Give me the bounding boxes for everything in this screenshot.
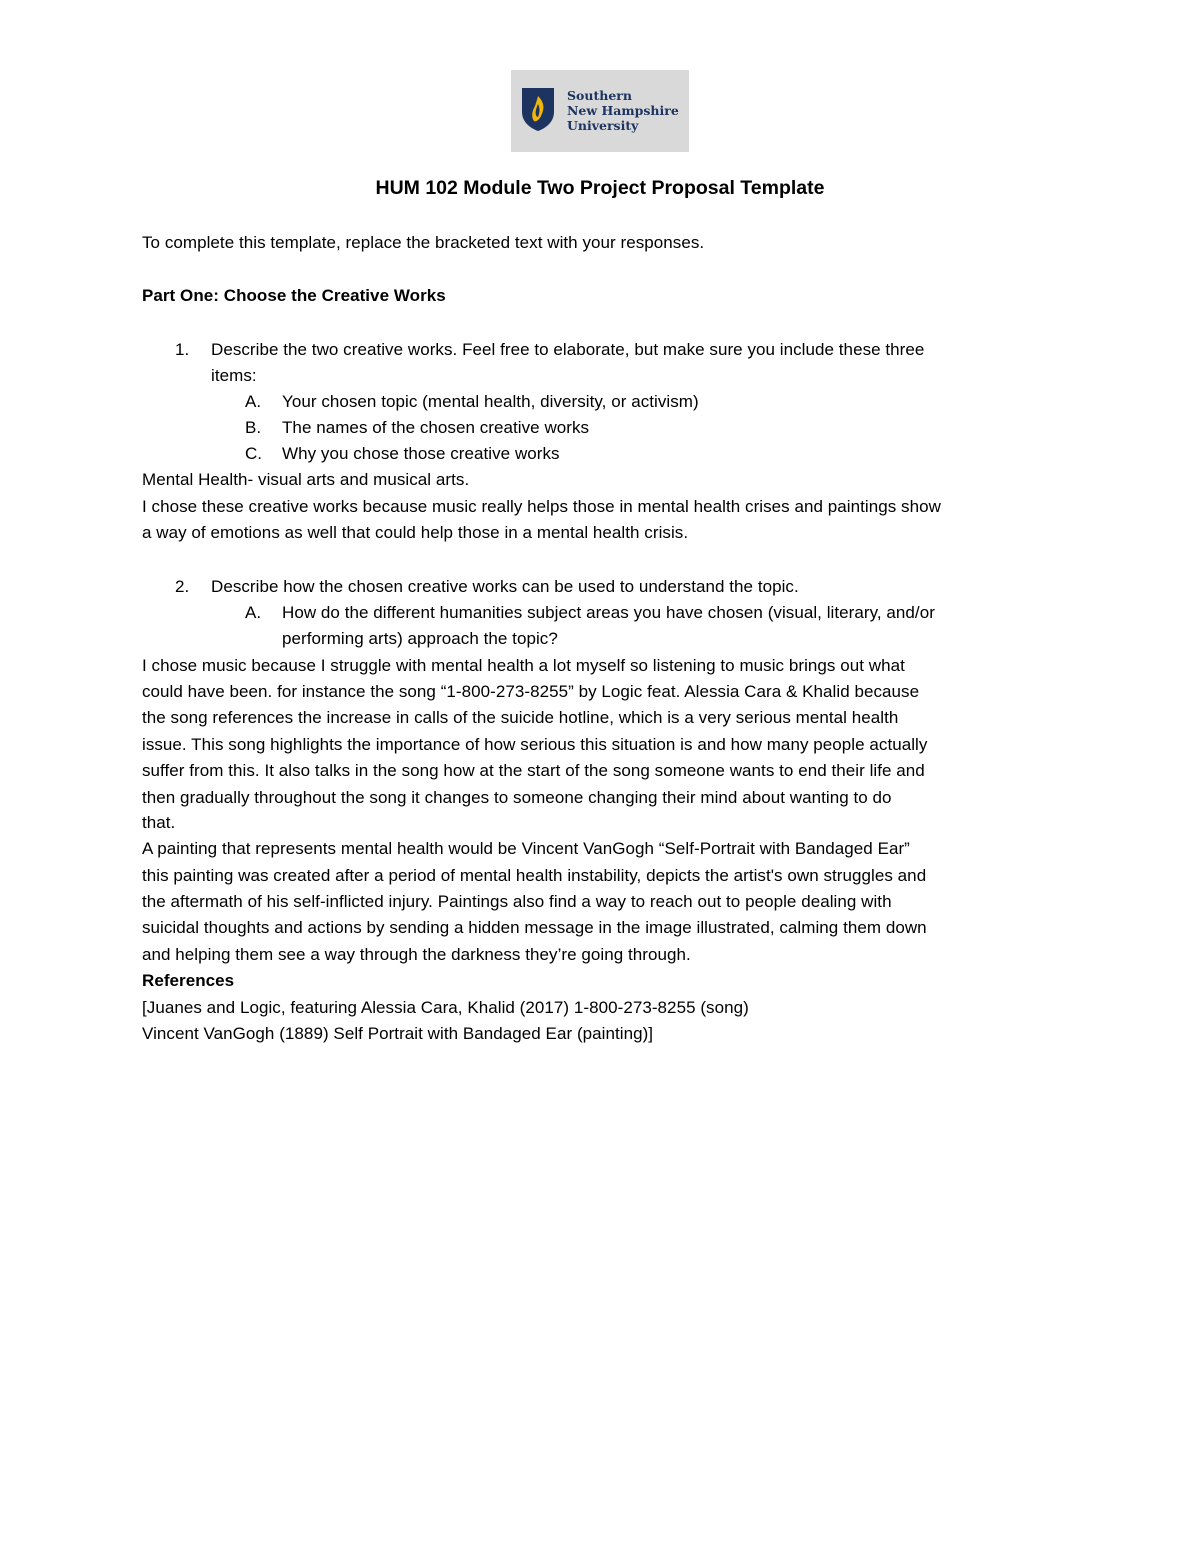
q2-answer-line: suffer from this. It also talks in the song how at the start of the song someone wants to end their life and <box>142 761 925 780</box>
q1-text-line-2: items: <box>211 366 257 385</box>
reference-entry: [Juanes and Logic, featuring Alessia Cara, Khalid (2017) 1-800-273-8255 (song) <box>142 998 749 1017</box>
university-logo <box>511 70 689 152</box>
q2-answer-line: this painting was created after a period of mental health instability, depicts the artist's own struggles and <box>142 866 927 885</box>
q2-answer-line: the song references the increase in calls of the suicide hotline, which is a very serious mental health <box>142 708 899 727</box>
q1-answer-line: Mental Health- visual arts and musical arts. <box>142 470 470 489</box>
q1-number: 1. <box>175 340 190 359</box>
reference-entry: Vincent VanGogh (1889) Self Portrait with Bandaged Ear (painting)] <box>142 1024 654 1043</box>
q1-sub-c-text: Why you chose those creative works <box>282 444 560 463</box>
q2-number: 2. <box>175 577 190 596</box>
shield-flame-icon <box>520 86 556 132</box>
q2-answer-line: I chose music because I struggle with mental health a lot myself so listening to music brings out what <box>142 656 905 675</box>
q1-sub-b-marker: B. <box>245 418 262 437</box>
q1-answer-line: a way of emotions as well that could help those in a mental health crisis. <box>142 523 689 542</box>
q2-answer-line: suicidal thoughts and actions by sending a hidden message in the image illustrated, calming them down <box>142 918 927 937</box>
references-heading: References <box>142 971 235 990</box>
part-one-heading: Part One: Choose the Creative Works <box>142 286 446 305</box>
logo-wordmark <box>567 88 679 133</box>
q2-text: Describe how the chosen creative works can be used to understand the topic. <box>211 577 799 596</box>
q2-answer-line: that. <box>142 813 176 832</box>
instruction-text: To complete this template, replace the bracketed text with your responses. <box>142 233 705 252</box>
q2-answer-line: A painting that represents mental health would be Vincent VanGogh “Self-Portrait with Bandaged Ear” <box>142 839 910 858</box>
q1-text-line-1: Describe the two creative works. Feel free to elaborate, but make sure you include these three <box>211 340 925 359</box>
q1-answer-line: I chose these creative works because music really helps those in mental health crises and paintings show <box>142 497 941 516</box>
logo-line-3: University <box>567 118 639 133</box>
q2-answer-line: issue. This song highlights the importance of how serious this situation is and how many people actually <box>142 735 928 754</box>
q2-answer-line: and helping them see a way through the darkness they’re going through. <box>142 945 691 964</box>
q2-sub-a-marker: A. <box>245 603 262 622</box>
q2-answer-line: the aftermath of his self-inflicted injury. Paintings also find a way to reach out to people dealing with <box>142 892 892 911</box>
q1-sub-a-text: Your chosen topic (mental health, diversity, or activism) <box>282 392 699 411</box>
logo-line-2: New Hampshire <box>567 103 679 118</box>
q2-answer-line: could have been. for instance the song “1-800-273-8255” by Logic feat. Alessia Cara & Khalid because <box>142 682 920 701</box>
page-title: HUM 102 Module Two Project Proposal Template <box>375 177 825 199</box>
q1-sub-a-marker: A. <box>245 392 262 411</box>
q2-sub-a-line-1: How do the different humanities subject areas you have chosen (visual, literary, and/or <box>282 603 935 622</box>
logo-line-1: Southern <box>567 88 632 103</box>
q2-answer-line: then gradually throughout the song it changes to someone changing their mind about wanting to do <box>142 788 892 807</box>
q1-sub-b-text: The names of the chosen creative works <box>282 418 590 437</box>
q1-sub-c-marker: C. <box>245 444 262 463</box>
q2-sub-a-line-2: performing arts) approach the topic? <box>282 629 558 648</box>
